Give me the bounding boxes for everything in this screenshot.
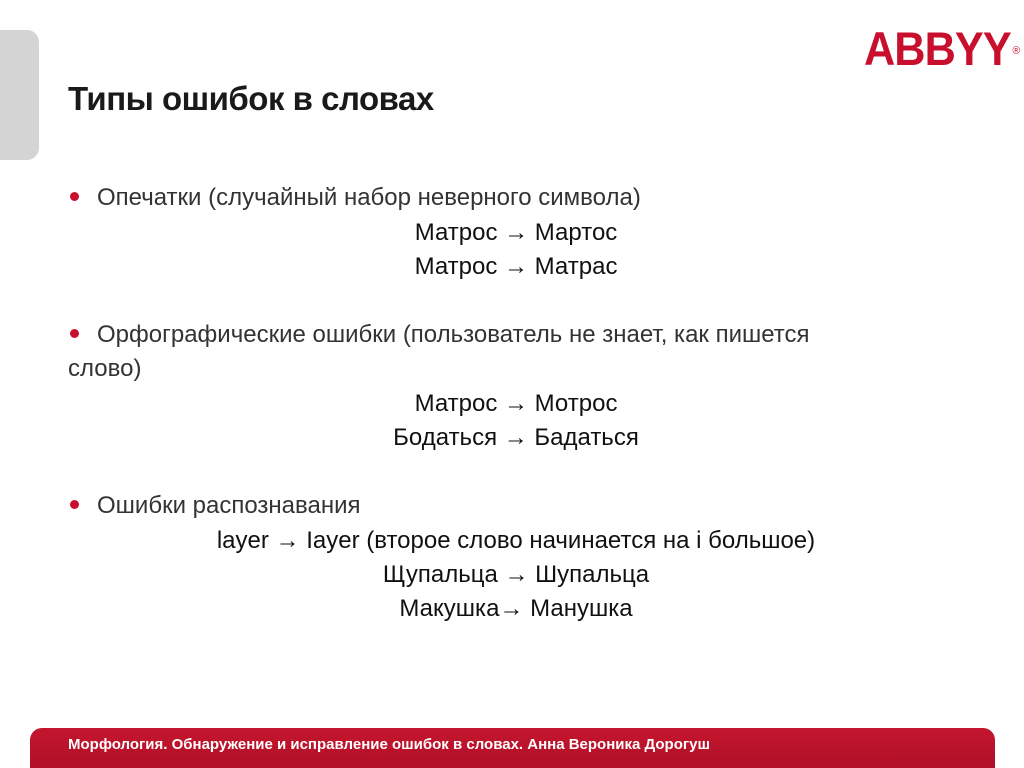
bullet-dot xyxy=(70,329,79,338)
slide-title: Типы ошибок в словах xyxy=(68,80,434,117)
example-line: Бодаться → Бадаться xyxy=(393,424,639,451)
bullet-text: Орфографические ошибки (пользователь не знает, как пишется xyxy=(97,321,810,348)
bullet-item-spelling xyxy=(68,318,948,386)
bullet-text: Ошибки распознавания xyxy=(97,492,361,519)
example-line: Щупальца → Шупальца xyxy=(382,561,650,588)
bullet-item-typos xyxy=(68,181,948,215)
footer-text: Морфология. Обнаружение и исправление ошибок в словах. Анна Вероника Дорогуш xyxy=(68,736,710,753)
bullet-dot xyxy=(70,192,79,201)
left-accent-tab xyxy=(0,30,39,160)
abbyy-logo xyxy=(864,22,1020,75)
example-line: Матрос → Мотрос xyxy=(414,390,618,417)
logo-text: ABBYY xyxy=(864,22,1011,75)
bullet-text: Опечатки (случайный набор неверного символа) xyxy=(97,184,641,211)
example-line: Матрос → Матрас xyxy=(414,253,618,280)
example-line: layer → Iayer (второе слово начинается на i большое) xyxy=(216,527,816,554)
example-line: Матрос → Мартос xyxy=(414,219,618,246)
example-line: Макушка→ Манушка xyxy=(399,595,633,622)
bullet-dot xyxy=(70,500,79,509)
footer-bar xyxy=(30,728,995,768)
bullet-item-recognition xyxy=(68,489,948,523)
bullet-text-continuation: слово) xyxy=(68,355,142,382)
registered-mark: ® xyxy=(1012,45,1020,57)
